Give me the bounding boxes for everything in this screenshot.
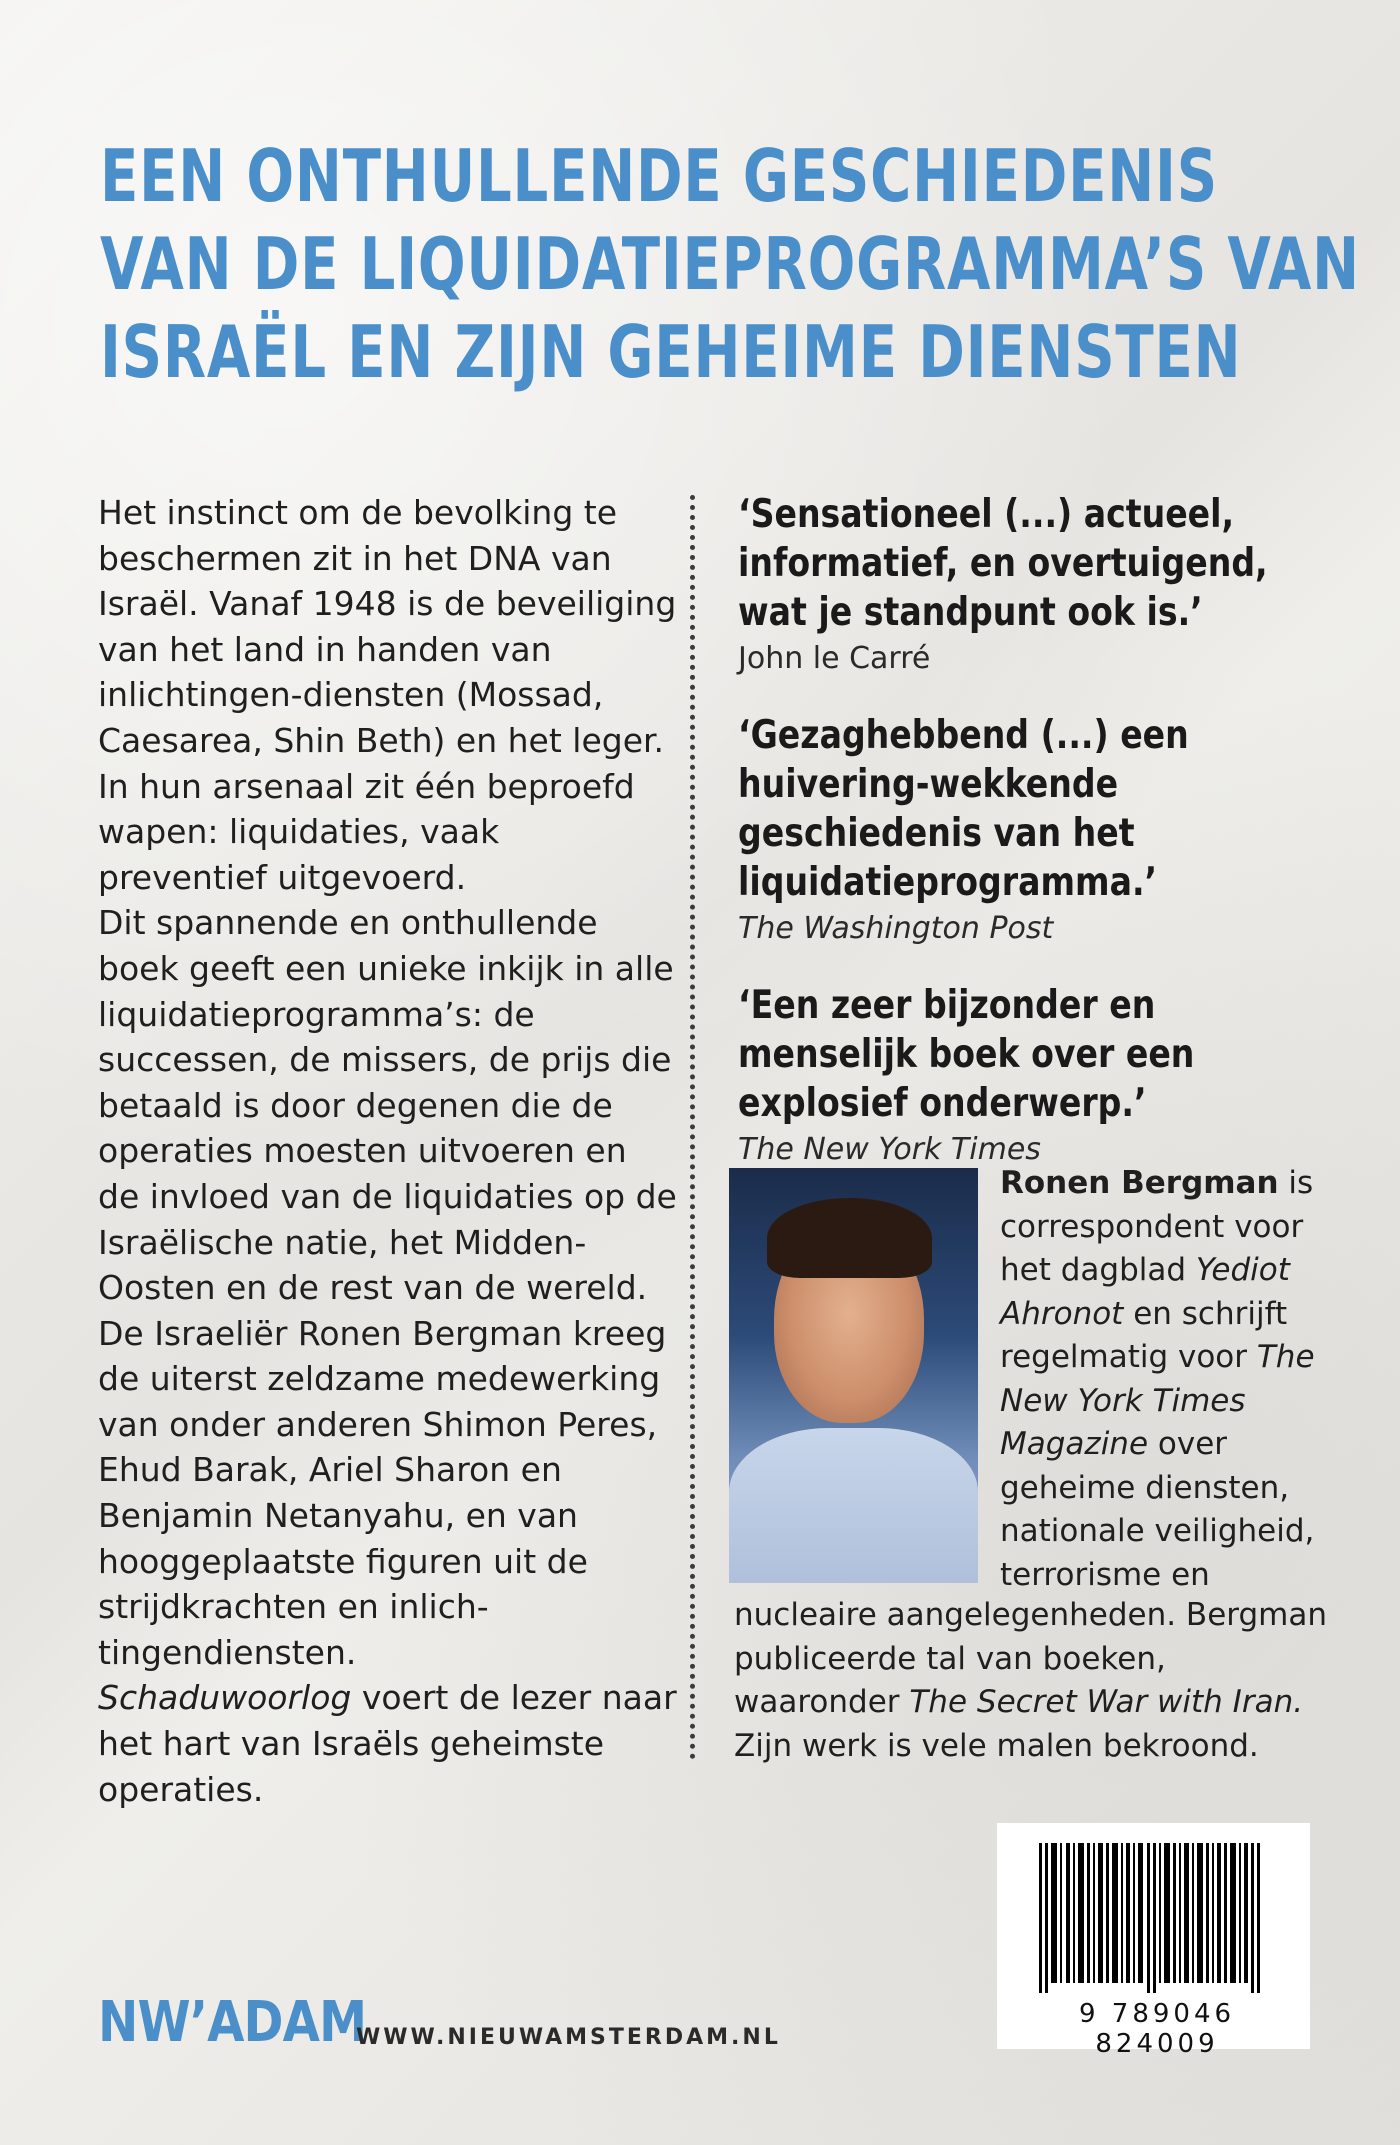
quote-source: The New York Times — [738, 1132, 1041, 1167]
headline-line-2: VAN DE LIQUIDATIEPROGRAMMA’S VAN — [100, 222, 1360, 306]
blurb-paragraph-1: Het instinct om de bevolking te beschermen zit in het DNA van Israël. Vanaf 1948 is de beveiliging van het land in handen van inlichtingen-diensten (Mossad, Caesarea, Shin Beth) en het leger. In hun arsenaal zit één beproefd wapen: liquidaties, vaak preventief uitgevoerd. — [98, 493, 677, 897]
headline-line-1: EEN ONTHULLENDE GESCHIEDENIS — [100, 134, 1218, 218]
barcode — [997, 1823, 1310, 2059]
bio-magazine: The New York Times Magazine — [1000, 1339, 1315, 1462]
blurb-paragraph-2: Dit spannende en onthullende boek geeft een unieke inkijk in alle liquidatieprogramma’s: de successen, de missers, de prijs die betaald is door degenen die de operaties moesten uitvoeren en de invloed van de liquidaties op de Israëlische natie, het Midden-Oosten en de rest van de wereld. — [98, 903, 677, 1308]
publisher-logo-text: NW’ADAM — [98, 1990, 367, 2055]
quote-source: The Washington Post — [738, 911, 1054, 946]
quote-new-york-times — [738, 981, 1338, 1172]
quote-le-carre — [738, 490, 1338, 681]
quote-washington-post — [738, 711, 1338, 951]
bio-newspaper: Yediot Ahronot — [1000, 1252, 1290, 1332]
author-name: Ronen Bergman — [1000, 1165, 1279, 1201]
quote-source: John le Carré — [738, 641, 931, 676]
blurb-paragraph-4-rest: voert de lezer naar het hart van Israëls geheimste operaties. — [98, 1678, 677, 1809]
headline — [100, 132, 1360, 396]
quote-text: ‘Een zeer bijzonder en menselijk boek over een explosief onderwerp.’ — [738, 983, 1195, 1126]
bio-text-3: over geheime diensten, nationale veiligheid, terrorisme en — [1000, 1426, 1315, 1593]
author-photo — [729, 1168, 978, 1583]
barcode-bars — [1039, 1843, 1269, 1993]
bio-book-title: The Secret War with Iran. — [909, 1684, 1304, 1720]
dotted-divider — [690, 495, 695, 1760]
author-photo-hair — [767, 1198, 932, 1278]
author-photo-shirt — [729, 1428, 978, 1583]
isbn-number: 9 789046 824009 — [1078, 1999, 1236, 2059]
blurb-paragraph-4 — [98, 1675, 678, 1812]
quote-text: ‘Sensationeel (...) actueel, informatief, en overtuigend, wat je standpunt ook is.’ — [738, 492, 1268, 635]
review-quotes — [738, 490, 1338, 1202]
blurb-paragraph-3: De Israeliër Ronen Bergman kreeg de uiterst zeldzame medewerking van onder anderen Shimon Peres, Ehud Barak, Ariel Sharon en Benjamin Netanyahu, en van hooggeplaatste figuren uit de strijdkrachten en inlich-tingendiensten. — [98, 1313, 667, 1672]
bio-text-5: Zijn werk is vele malen bekroond. — [734, 1727, 1259, 1764]
author-bio — [1000, 1162, 1330, 1597]
bio-text-4: nucleaire aangelegenheden. Bergman publiceerde tal van boeken, waaronder — [734, 1597, 1327, 1720]
author-bio-continued — [734, 1594, 1334, 1768]
bio-text-1: is correspondent voor het dagblad — [1000, 1165, 1314, 1288]
bio-text-2: en schrijft regelmatig voor — [1000, 1295, 1288, 1375]
quote-text: ‘Gezaghebbend (...) een huivering-wekkende geschiedenis van het liquidatieprogramma.’ — [738, 713, 1189, 905]
book-title: Schaduwoorlog — [98, 1678, 352, 1718]
headline-line-3: ISRAËL EN ZIJN GEHEIME DIENSTEN — [100, 310, 1242, 394]
publisher-url: WWW.NIEUWAMSTERDAM.NL — [356, 2025, 781, 2050]
blurb — [98, 490, 678, 1812]
